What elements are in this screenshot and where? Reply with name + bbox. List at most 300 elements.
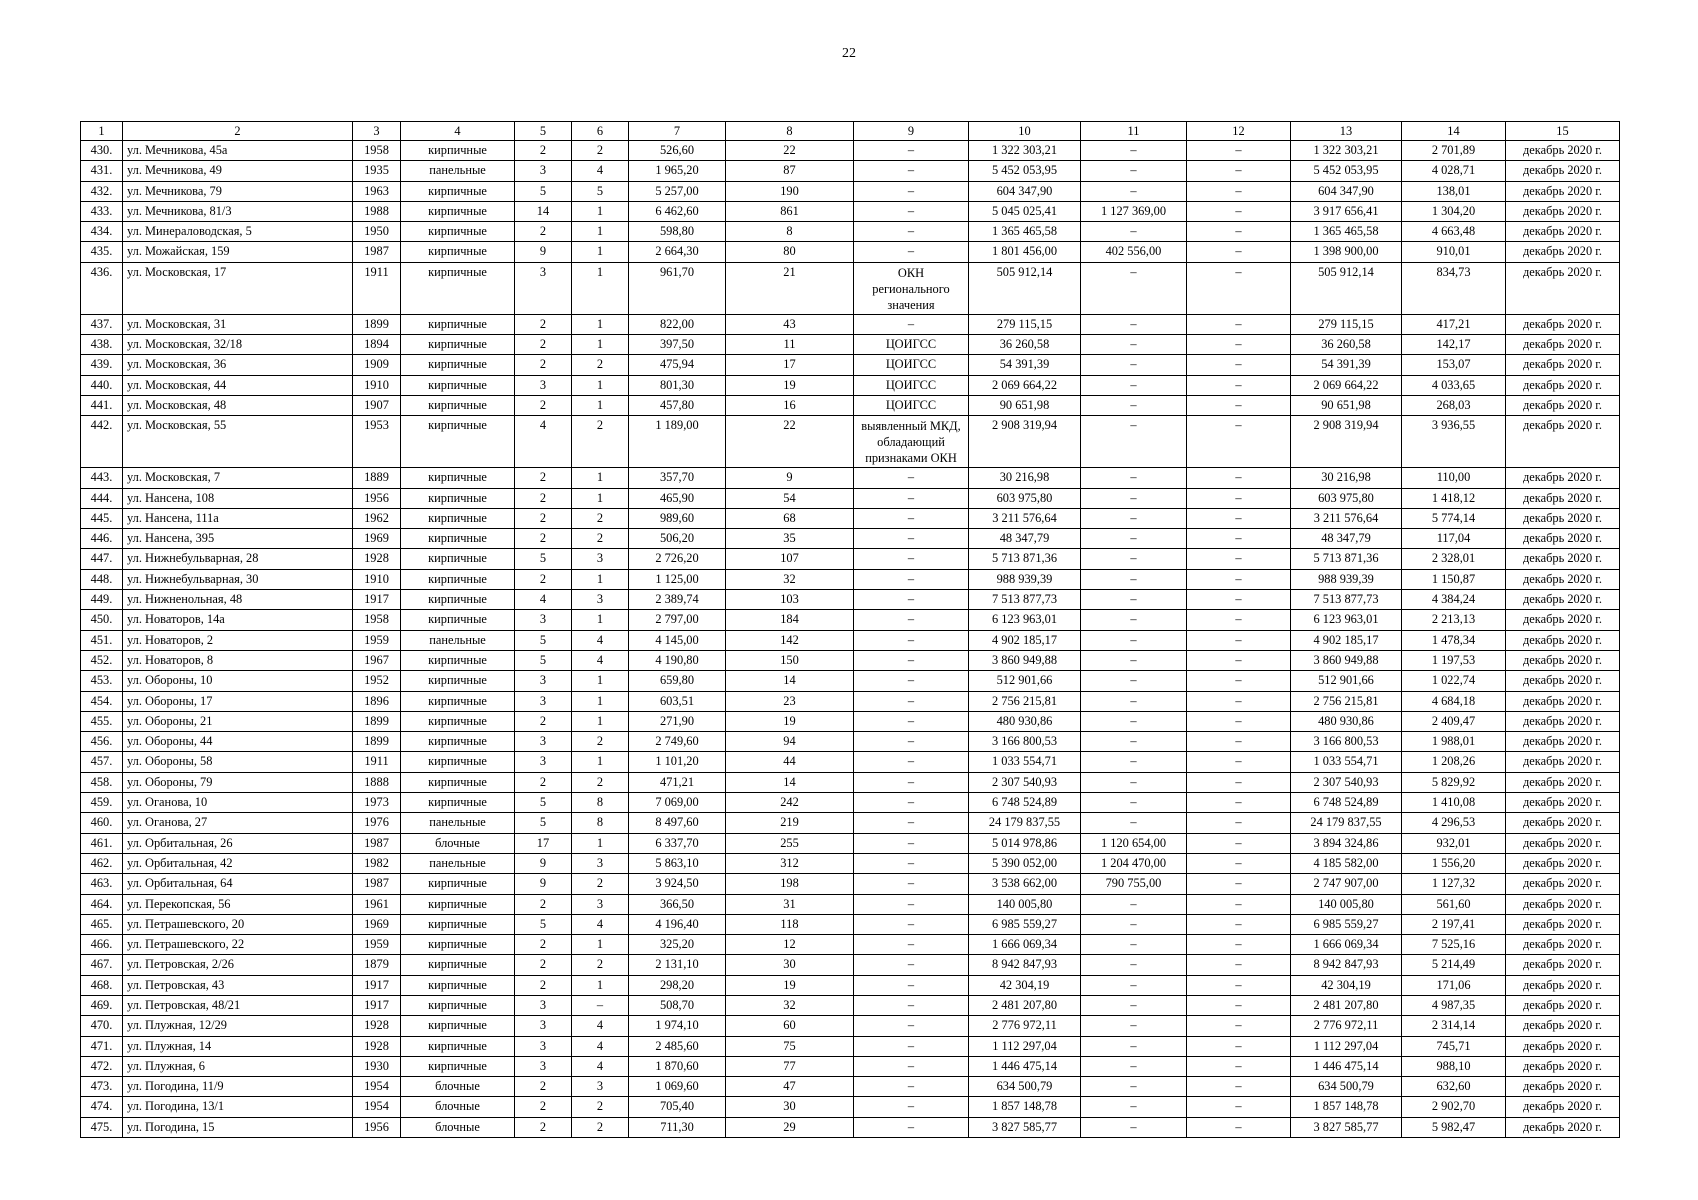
cell-cost-col-13: 6 985 559,27 [1291,914,1402,934]
cell-cost-col-13: 2 776 972,11 [1291,1016,1402,1036]
table-row [81,335,1620,355]
cell-completion-date: декабрь 2020 г. [1506,752,1620,772]
cell-floors: 14 [515,201,572,221]
cell-total-area: 7 069,00 [629,793,726,813]
cell-total-area: 6 337,70 [629,833,726,853]
cell-completion-date: декабрь 2020 г. [1506,610,1620,630]
header-row [81,122,1620,141]
cell-address: ул. Орбитальная, 42 [123,853,353,873]
cell-address: ул. Плужная, 6 [123,1056,353,1076]
cell-row-number: 468. [81,975,123,995]
cell-cost-col-12: – [1187,416,1291,468]
cell-wall-material: блочные [401,1117,515,1137]
cell-entrances: 4 [572,161,629,181]
cell-entrances: 1 [572,242,629,262]
cell-row-number: 452. [81,650,123,670]
cell-residents: 107 [726,549,854,569]
cell-total-area: 1 125,00 [629,569,726,589]
table-row [81,375,1620,395]
cell-cost-per-sqm: 632,60 [1402,1077,1506,1097]
cell-cost-per-sqm: 153,07 [1402,355,1506,375]
cell-entrances: 3 [572,590,629,610]
cell-total-area: 705,40 [629,1097,726,1117]
cell-cost-per-sqm: 561,60 [1402,894,1506,914]
cell-total-area: 471,21 [629,772,726,792]
cell-heritage-status: – [854,691,969,711]
cell-cost-per-sqm: 1 127,32 [1402,874,1506,894]
cell-entrances: 4 [572,1056,629,1076]
cell-cost-per-sqm: 117,04 [1402,529,1506,549]
cell-cost-col-13: 2 307 540,93 [1291,772,1402,792]
table-row [81,1117,1620,1137]
cell-total-area: 457,80 [629,395,726,415]
cell-floors: 5 [515,813,572,833]
cell-cost-col-11: – [1081,549,1187,569]
cell-heritage-status: – [854,201,969,221]
table-row [81,853,1620,873]
cell-total-cost: 3 827 585,77 [969,1117,1081,1137]
cell-floors: 3 [515,732,572,752]
cell-residents: 35 [726,529,854,549]
cell-cost-col-11: – [1081,1016,1187,1036]
cell-cost-col-12: – [1187,833,1291,853]
cell-total-cost: 3 860 949,88 [969,650,1081,670]
cell-completion-date: декабрь 2020 г. [1506,874,1620,894]
table-row [81,1097,1620,1117]
cell-row-number: 458. [81,772,123,792]
cell-completion-date: декабрь 2020 г. [1506,955,1620,975]
cell-entrances: 2 [572,955,629,975]
cell-year-built: 1950 [353,222,401,242]
cell-cost-per-sqm: 1 022,74 [1402,671,1506,691]
cell-row-number: 431. [81,161,123,181]
cell-cost-col-11: – [1081,529,1187,549]
cell-floors: 3 [515,610,572,630]
cell-entrances: 4 [572,630,629,650]
cell-entrances: – [572,995,629,1015]
cell-cost-col-13: 6 123 963,01 [1291,610,1402,630]
cell-entrances: 4 [572,1036,629,1056]
column-header-7: 7 [629,122,726,141]
cell-completion-date: декабрь 2020 г. [1506,995,1620,1015]
cell-heritage-status: ЦОИГСС [854,395,969,415]
cell-cost-col-13: 1 365 465,58 [1291,222,1402,242]
cell-cost-col-12: – [1187,671,1291,691]
cell-address: ул. Новаторов, 2 [123,630,353,650]
cell-cost-per-sqm: 5 774,14 [1402,508,1506,528]
cell-entrances: 1 [572,314,629,334]
table-row [81,569,1620,589]
cell-cost-col-12: – [1187,375,1291,395]
cell-row-number: 434. [81,222,123,242]
cell-cost-col-12: – [1187,874,1291,894]
cell-residents: 43 [726,314,854,334]
cell-heritage-status: – [854,1056,969,1076]
cell-row-number: 440. [81,375,123,395]
cell-completion-date: декабрь 2020 г. [1506,813,1620,833]
cell-total-cost: 6 123 963,01 [969,610,1081,630]
cell-cost-per-sqm: 4 663,48 [1402,222,1506,242]
cell-wall-material: блочные [401,833,515,853]
cell-row-number: 430. [81,141,123,161]
table-row [81,752,1620,772]
cell-total-area: 1 974,10 [629,1016,726,1036]
cell-floors: 2 [515,335,572,355]
cell-entrances: 4 [572,914,629,934]
cell-year-built: 1956 [353,1117,401,1137]
cell-cost-col-13: 505 912,14 [1291,262,1402,314]
cell-cost-per-sqm: 745,71 [1402,1036,1506,1056]
cell-total-cost: 90 651,98 [969,395,1081,415]
cell-cost-col-13: 3 827 585,77 [1291,1117,1402,1137]
cell-cost-col-12: – [1187,529,1291,549]
cell-total-cost: 1 666 069,34 [969,935,1081,955]
cell-entrances: 1 [572,752,629,772]
cell-heritage-status: – [854,1036,969,1056]
cell-residents: 9 [726,468,854,488]
table-row [81,711,1620,731]
cell-total-area: 8 497,60 [629,813,726,833]
cell-completion-date: декабрь 2020 г. [1506,242,1620,262]
cell-cost-col-11: – [1081,181,1187,201]
cell-row-number: 446. [81,529,123,549]
cell-year-built: 1928 [353,549,401,569]
cell-year-built: 1959 [353,630,401,650]
cell-heritage-status: – [854,242,969,262]
cell-cost-col-11: – [1081,935,1187,955]
cell-total-cost: 5 713 871,36 [969,549,1081,569]
cell-address: ул. Московская, 32/18 [123,335,353,355]
cell-cost-col-12: – [1187,1056,1291,1076]
cell-entrances: 2 [572,416,629,468]
cell-floors: 2 [515,141,572,161]
cell-residents: 32 [726,995,854,1015]
cell-cost-per-sqm: 1 197,53 [1402,650,1506,670]
cell-cost-col-13: 3 894 324,86 [1291,833,1402,853]
cell-completion-date: декабрь 2020 г. [1506,650,1620,670]
cell-floors: 5 [515,650,572,670]
cell-cost-col-12: – [1187,630,1291,650]
cell-floors: 3 [515,671,572,691]
cell-cost-col-11: – [1081,975,1187,995]
cell-total-cost: 2 756 215,81 [969,691,1081,711]
cell-year-built: 1982 [353,853,401,873]
cell-residents: 22 [726,416,854,468]
table-row [81,201,1620,221]
cell-year-built: 1962 [353,508,401,528]
cell-row-number: 473. [81,1077,123,1097]
cell-total-area: 357,70 [629,468,726,488]
cell-total-cost: 3 538 662,00 [969,874,1081,894]
cell-wall-material: кирпичные [401,335,515,355]
cell-completion-date: декабрь 2020 г. [1506,1097,1620,1117]
cell-row-number: 474. [81,1097,123,1117]
cell-residents: 219 [726,813,854,833]
cell-total-area: 5 863,10 [629,853,726,873]
cell-entrances: 1 [572,711,629,731]
cell-floors: 3 [515,375,572,395]
cell-entrances: 2 [572,529,629,549]
cell-cost-col-13: 3 211 576,64 [1291,508,1402,528]
cell-total-cost: 1 365 465,58 [969,222,1081,242]
cell-total-cost: 5 390 052,00 [969,853,1081,873]
cell-cost-per-sqm: 2 701,89 [1402,141,1506,161]
cell-entrances: 1 [572,610,629,630]
cell-floors: 2 [515,529,572,549]
cell-cost-col-11: – [1081,468,1187,488]
cell-cost-col-12: – [1187,222,1291,242]
cell-total-area: 6 462,60 [629,201,726,221]
cell-cost-per-sqm: 417,21 [1402,314,1506,334]
cell-address: ул. Московская, 7 [123,468,353,488]
cell-cost-col-13: 2 747 907,00 [1291,874,1402,894]
cell-cost-col-12: – [1187,1036,1291,1056]
cell-heritage-status: – [854,508,969,528]
cell-total-cost: 6 985 559,27 [969,914,1081,934]
cell-cost-col-12: – [1187,1077,1291,1097]
cell-heritage-status: – [854,1016,969,1036]
cell-year-built: 1967 [353,650,401,670]
column-header-4: 4 [401,122,515,141]
cell-total-cost: 505 912,14 [969,262,1081,314]
cell-wall-material: кирпичные [401,549,515,569]
cell-row-number: 469. [81,995,123,1015]
column-header-12: 12 [1187,122,1291,141]
table-row [81,1016,1620,1036]
cell-total-cost: 512 901,66 [969,671,1081,691]
cell-cost-col-13: 7 513 877,73 [1291,590,1402,610]
cell-year-built: 1988 [353,201,401,221]
column-header-11: 11 [1081,122,1187,141]
cell-cost-per-sqm: 2 197,41 [1402,914,1506,934]
cell-total-cost: 634 500,79 [969,1077,1081,1097]
cell-cost-col-11: – [1081,732,1187,752]
cell-wall-material: кирпичные [401,752,515,772]
cell-completion-date: декабрь 2020 г. [1506,1016,1620,1036]
cell-total-area: 711,30 [629,1117,726,1137]
cell-heritage-status: – [854,222,969,242]
column-header-1: 1 [81,122,123,141]
cell-residents: 80 [726,242,854,262]
cell-completion-date: декабрь 2020 г. [1506,711,1620,731]
cell-total-area: 801,30 [629,375,726,395]
cell-cost-col-12: – [1187,752,1291,772]
cell-entrances: 2 [572,772,629,792]
table-row [81,630,1620,650]
cell-heritage-status: – [854,711,969,731]
cell-cost-col-12: – [1187,590,1291,610]
cell-cost-col-12: – [1187,161,1291,181]
cell-completion-date: декабрь 2020 г. [1506,468,1620,488]
table-row [81,1077,1620,1097]
cell-floors: 2 [515,1117,572,1137]
cell-wall-material: блочные [401,1097,515,1117]
cell-total-area: 397,50 [629,335,726,355]
table-row [81,262,1620,314]
cell-address: ул. Петровская, 48/21 [123,995,353,1015]
cell-cost-col-12: – [1187,141,1291,161]
cell-row-number: 438. [81,335,123,355]
cell-total-cost: 1 033 554,71 [969,752,1081,772]
cell-address: ул. Нижнебульварная, 30 [123,569,353,589]
cell-row-number: 467. [81,955,123,975]
cell-wall-material: кирпичные [401,222,515,242]
cell-year-built: 1917 [353,975,401,995]
cell-total-cost: 48 347,79 [969,529,1081,549]
cell-entrances: 1 [572,468,629,488]
cell-floors: 9 [515,242,572,262]
table-row [81,395,1620,415]
cell-total-area: 3 924,50 [629,874,726,894]
cell-cost-col-11: 1 204 470,00 [1081,853,1187,873]
cell-floors: 2 [515,222,572,242]
cell-residents: 118 [726,914,854,934]
cell-cost-col-12: – [1187,732,1291,752]
cell-total-cost: 4 902 185,17 [969,630,1081,650]
cell-floors: 2 [515,894,572,914]
cell-residents: 19 [726,375,854,395]
cell-cost-col-13: 1 857 148,78 [1291,1097,1402,1117]
cell-heritage-status: – [854,549,969,569]
cell-year-built: 1935 [353,161,401,181]
cell-heritage-status: – [854,874,969,894]
cell-heritage-status: – [854,468,969,488]
cell-total-cost: 1 857 148,78 [969,1097,1081,1117]
cell-total-cost: 480 930,86 [969,711,1081,731]
cell-entrances: 3 [572,894,629,914]
cell-cost-col-12: – [1187,772,1291,792]
cell-wall-material: кирпичные [401,793,515,813]
cell-address: ул. Перекопская, 56 [123,894,353,914]
cell-wall-material: кирпичные [401,975,515,995]
cell-entrances: 1 [572,201,629,221]
cell-entrances: 1 [572,935,629,955]
cell-year-built: 1954 [353,1077,401,1097]
cell-heritage-status: ЦОИГСС [854,335,969,355]
cell-year-built: 1910 [353,569,401,589]
cell-cost-col-11: – [1081,1097,1187,1117]
cell-cost-col-13: 140 005,80 [1291,894,1402,914]
cell-cost-col-13: 603 975,80 [1291,488,1402,508]
cell-address: ул. Мечникова, 79 [123,181,353,201]
cell-year-built: 1928 [353,1036,401,1056]
cell-wall-material: кирпичные [401,508,515,528]
cell-residents: 8 [726,222,854,242]
cell-total-area: 2 726,20 [629,549,726,569]
cell-total-cost: 6 748 524,89 [969,793,1081,813]
cell-row-number: 454. [81,691,123,711]
cell-residents: 103 [726,590,854,610]
cell-heritage-status: ЦОИГСС [854,355,969,375]
column-header-14: 14 [1402,122,1506,141]
cell-floors: 2 [515,711,572,731]
cell-cost-col-13: 90 651,98 [1291,395,1402,415]
cell-cost-per-sqm: 4 384,24 [1402,590,1506,610]
cell-cost-per-sqm: 988,10 [1402,1056,1506,1076]
cell-total-area: 5 257,00 [629,181,726,201]
cell-cost-col-12: – [1187,935,1291,955]
cell-address: ул. Минераловодская, 5 [123,222,353,242]
cell-cost-per-sqm: 1 410,08 [1402,793,1506,813]
cell-cost-col-11: 1 127 369,00 [1081,201,1187,221]
cell-cost-per-sqm: 4 684,18 [1402,691,1506,711]
cell-total-area: 1 870,60 [629,1056,726,1076]
cell-cost-col-11: – [1081,355,1187,375]
cell-completion-date: декабрь 2020 г. [1506,529,1620,549]
cell-entrances: 1 [572,375,629,395]
cell-completion-date: декабрь 2020 г. [1506,894,1620,914]
cell-completion-date: декабрь 2020 г. [1506,590,1620,610]
cell-cost-col-12: – [1187,1117,1291,1137]
table-row [81,1036,1620,1056]
cell-cost-col-13: 4 902 185,17 [1291,630,1402,650]
cell-year-built: 1959 [353,935,401,955]
cell-address: ул. Новаторов, 8 [123,650,353,670]
cell-heritage-status: – [854,772,969,792]
cell-residents: 31 [726,894,854,914]
cell-total-cost: 604 347,90 [969,181,1081,201]
cell-heritage-status: – [854,935,969,955]
cell-total-area: 1 189,00 [629,416,726,468]
cell-cost-col-11: – [1081,752,1187,772]
cell-residents: 30 [726,1097,854,1117]
cell-total-area: 2 485,60 [629,1036,726,1056]
cell-cost-col-12: – [1187,995,1291,1015]
cell-floors: 2 [515,488,572,508]
cell-year-built: 1917 [353,590,401,610]
cell-year-built: 1952 [353,671,401,691]
cell-address: ул. Петрашевского, 22 [123,935,353,955]
cell-total-area: 366,50 [629,894,726,914]
cell-wall-material: панельные [401,161,515,181]
cell-cost-col-11: – [1081,914,1187,934]
cell-completion-date: декабрь 2020 г. [1506,935,1620,955]
cell-year-built: 1958 [353,610,401,630]
cell-cost-col-11: 402 556,00 [1081,242,1187,262]
table-row [81,416,1620,468]
cell-row-number: 432. [81,181,123,201]
column-header-6: 6 [572,122,629,141]
cell-address: ул. Московская, 44 [123,375,353,395]
cell-entrances: 1 [572,671,629,691]
cell-row-number: 448. [81,569,123,589]
cell-address: ул. Московская, 36 [123,355,353,375]
cell-total-area: 4 190,80 [629,650,726,670]
cell-floors: 17 [515,833,572,853]
cell-cost-col-11: – [1081,488,1187,508]
cell-heritage-status: ОКН регионального значения [854,262,969,314]
cell-cost-col-13: 512 901,66 [1291,671,1402,691]
cell-row-number: 439. [81,355,123,375]
cell-total-area: 2 797,00 [629,610,726,630]
table-row [81,813,1620,833]
cell-row-number: 436. [81,262,123,314]
cell-entrances: 1 [572,395,629,415]
cell-wall-material: панельные [401,853,515,873]
cell-heritage-status: – [854,569,969,589]
cell-entrances: 1 [572,222,629,242]
cell-cost-per-sqm: 7 525,16 [1402,935,1506,955]
cell-heritage-status: – [854,833,969,853]
cell-total-cost: 54 391,39 [969,355,1081,375]
cell-total-area: 2 131,10 [629,955,726,975]
cell-cost-col-11: – [1081,508,1187,528]
cell-heritage-status: – [854,161,969,181]
cell-heritage-status: – [854,610,969,630]
cell-year-built: 1958 [353,141,401,161]
cell-entrances: 2 [572,508,629,528]
cell-floors: 5 [515,630,572,650]
